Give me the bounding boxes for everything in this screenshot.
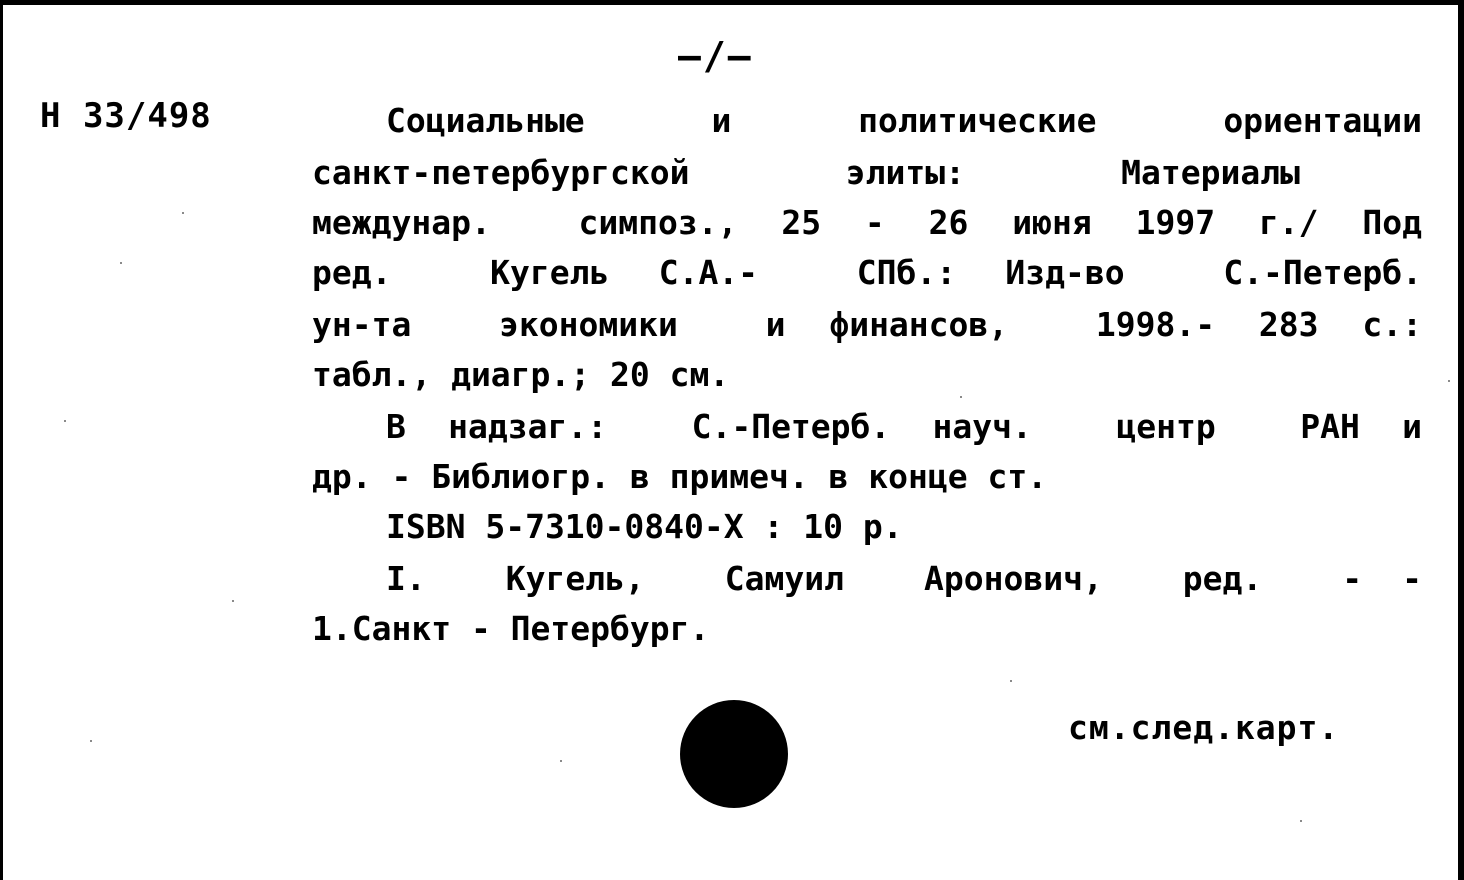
scan-speck: [120, 262, 122, 264]
scan-speck: [64, 420, 66, 422]
card-border-right: [1458, 0, 1464, 880]
tracing-line-1: I. Кугель, Самуил Аронович, ред. - -: [386, 559, 1422, 598]
punch-hole: [680, 700, 788, 808]
note-line-1: В надзаг.: С.-Петерб. науч. центр РАН и: [386, 407, 1422, 446]
scan-speck: [1010, 680, 1012, 682]
page-number: —/—: [678, 34, 753, 78]
continuation-note: см.след.карт.: [1068, 708, 1340, 747]
entry-line-2: санкт-петербургской элиты: Материалы: [312, 153, 1300, 192]
entry-line-3: междунар. симпоз., 25 - 26 июня 1997 г./ Под: [312, 203, 1422, 242]
shelfmark: Н 33/498: [40, 96, 212, 136]
scan-speck: [560, 760, 562, 762]
scan-speck: [1300, 820, 1302, 822]
scan-speck: [90, 740, 92, 742]
scan-speck: [1448, 380, 1450, 382]
scan-speck: [960, 396, 962, 398]
entry-line-6: табл., диагр.; 20 см.: [312, 355, 730, 394]
note-line-2: др. - Библиогр. в примеч. в конце ст.: [312, 457, 1048, 496]
isbn-line: ISBN 5-7310-0840-X : 10 р.: [386, 507, 903, 546]
entry-line-5: ун-та экономики и финансов, 1998.- 283 с.:: [312, 305, 1422, 344]
entry-line-1: Социальные и политические ориентации: [386, 101, 1422, 140]
scan-speck: [232, 600, 234, 602]
entry-line-4: ред. Кугель С.А.- СПб.: Изд-во С.-Петерб.: [312, 253, 1422, 292]
scan-speck: [182, 212, 184, 214]
card-border-left: [0, 0, 3, 880]
tracing-line-2: 1.Санкт - Петербург.: [312, 609, 710, 648]
card-border-top: [0, 0, 1464, 5]
